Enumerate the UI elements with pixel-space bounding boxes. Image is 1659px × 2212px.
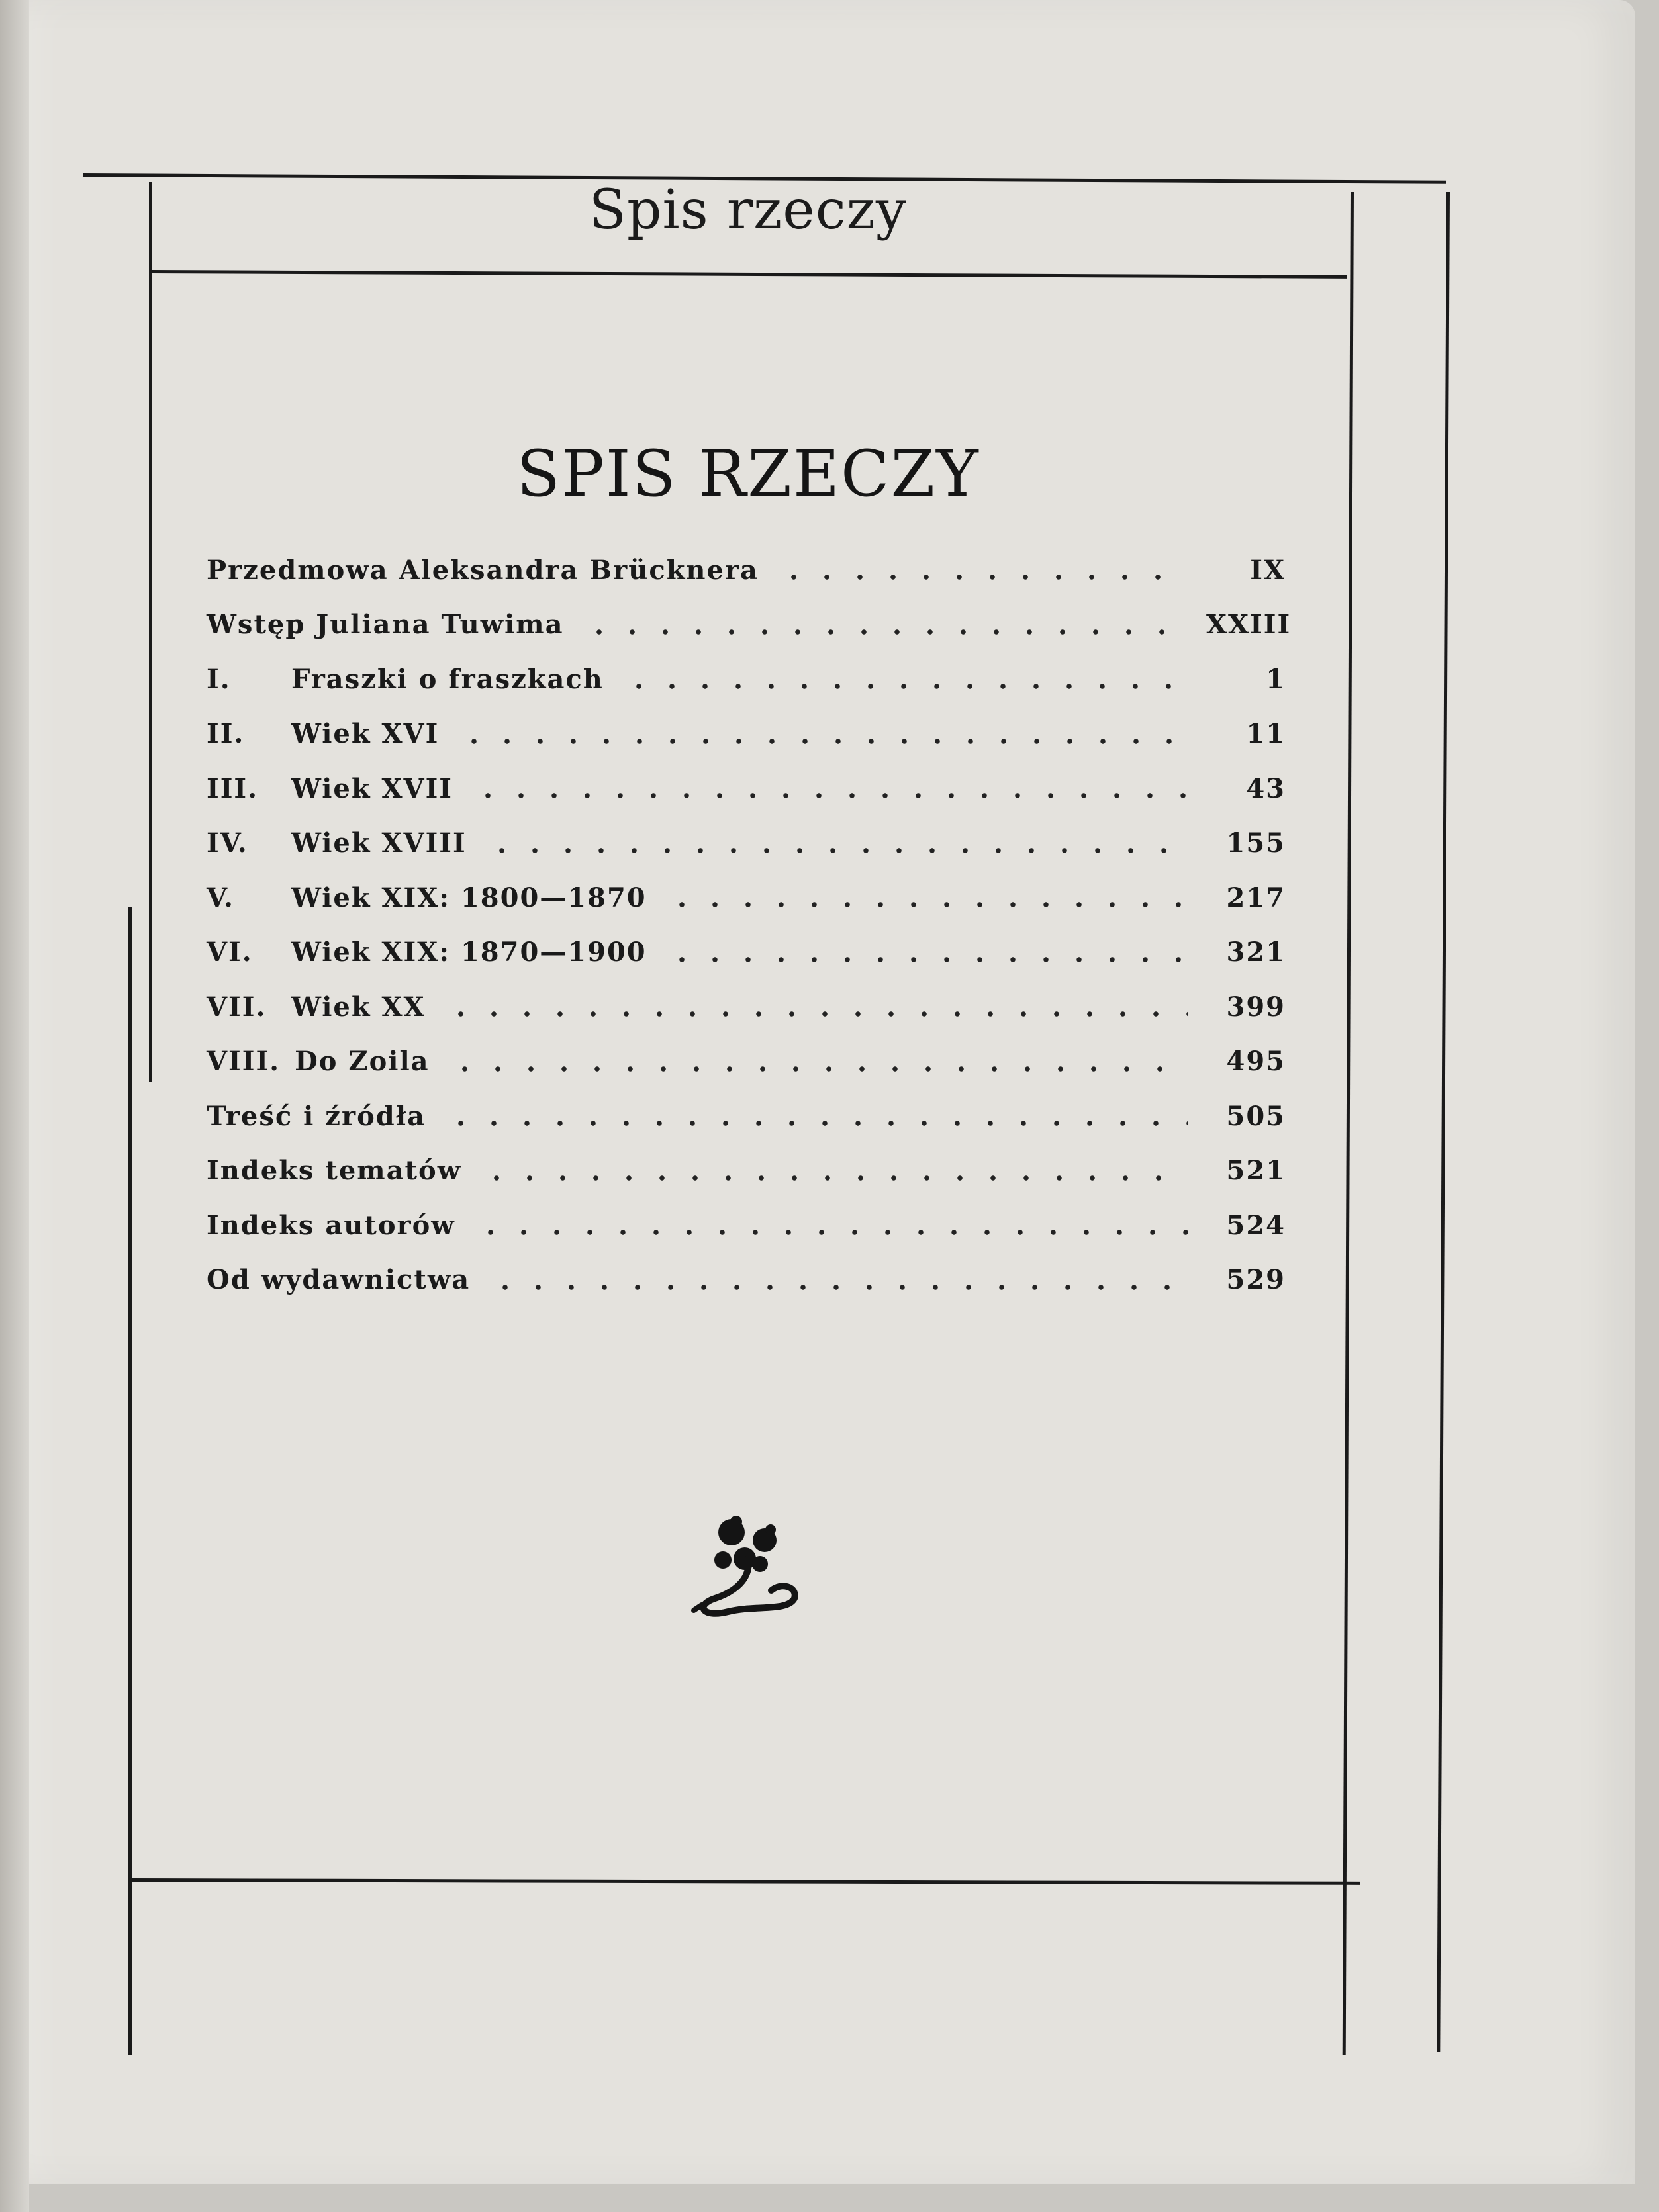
toc-row — [207, 598, 1292, 653]
leader-dots — [489, 1277, 1188, 1297]
toc-page: 217 — [1226, 882, 1286, 913]
toc-row — [207, 1035, 1286, 1089]
toc-number: VII. — [207, 991, 267, 1023]
floral-ornament-icon — [688, 1512, 801, 1625]
toc-label: Wiek XIX: 1870—1900 — [291, 937, 647, 968]
leader-dots — [448, 1059, 1188, 1079]
toc-row — [207, 652, 1286, 707]
book-spine — [0, 0, 29, 2212]
toc-number: VIII. — [207, 1046, 281, 1078]
toc-label: Treść i źródła — [207, 1100, 426, 1132]
toc-label: Wiek XVI — [291, 718, 440, 750]
leader-dots — [665, 950, 1188, 970]
toc-number: VI. — [207, 937, 253, 968]
leader-dots — [777, 567, 1188, 587]
toc-page: 524 — [1226, 1209, 1286, 1241]
toc-row — [207, 707, 1286, 762]
toc-page: 43 — [1246, 772, 1286, 804]
toc-row — [207, 543, 1286, 598]
leader-dots — [665, 895, 1188, 915]
left-rule — [149, 182, 152, 1082]
toc-label: Indeks tematów — [207, 1155, 462, 1187]
toc-label: Wiek XIX: 1800—1870 — [291, 882, 647, 913]
leader-dots — [474, 1222, 1188, 1242]
toc-page: 1 — [1266, 663, 1286, 695]
toc-page: 155 — [1226, 827, 1286, 859]
toc-number: II. — [207, 718, 245, 750]
toc-row — [207, 1253, 1286, 1308]
toc-page: 399 — [1226, 991, 1286, 1023]
leader-dots — [622, 676, 1188, 696]
toc-row — [207, 980, 1286, 1035]
toc-label: Fraszki o fraszkach — [291, 663, 604, 695]
toc-row — [207, 870, 1286, 925]
toc-page: 521 — [1226, 1155, 1286, 1187]
toc-number: V. — [207, 882, 234, 913]
leader-dots — [480, 1168, 1188, 1188]
toc-page: 505 — [1226, 1100, 1286, 1132]
toc-row — [207, 925, 1286, 980]
leader-dots — [444, 1113, 1188, 1133]
toc-label: Od wydawnictwa — [207, 1264, 471, 1296]
running-head: Spis rzeczy — [589, 179, 908, 242]
toc-page: 495 — [1226, 1046, 1286, 1078]
toc-page: 529 — [1226, 1264, 1286, 1296]
toc-row — [207, 816, 1286, 871]
page-title: SPIS RZECZY — [516, 437, 980, 511]
leader-dots — [444, 1004, 1188, 1024]
toc-row — [207, 1198, 1286, 1253]
toc-label: Wiek XX — [291, 991, 426, 1023]
leader-dots — [457, 731, 1188, 751]
toc-row — [207, 761, 1286, 816]
toc-row — [207, 1144, 1286, 1199]
left-rule-lower — [128, 907, 132, 2055]
toc-page: 321 — [1226, 937, 1286, 968]
table-of-contents — [207, 543, 1292, 1307]
toc-page: IX — [1250, 554, 1286, 586]
toc-row — [207, 1089, 1286, 1144]
toc-label: Do Zoila — [295, 1046, 430, 1078]
leader-dots — [485, 841, 1188, 860]
toc-label: Wstęp Juliana Tuwima — [207, 609, 564, 641]
toc-number: III. — [207, 772, 259, 804]
toc-page: XXIII — [1206, 609, 1292, 641]
leader-dots — [583, 622, 1188, 642]
leader-dots — [471, 786, 1188, 806]
toc-number: I. — [207, 663, 231, 695]
toc-label: Przedmowa Aleksandra Brücknera — [207, 554, 759, 586]
toc-label: Wiek XVIII — [291, 827, 467, 859]
toc-label: Indeks autorów — [207, 1209, 455, 1241]
toc-number: IV. — [207, 827, 248, 859]
toc-page: 11 — [1246, 718, 1286, 750]
toc-label: Wiek XVII — [291, 772, 453, 804]
